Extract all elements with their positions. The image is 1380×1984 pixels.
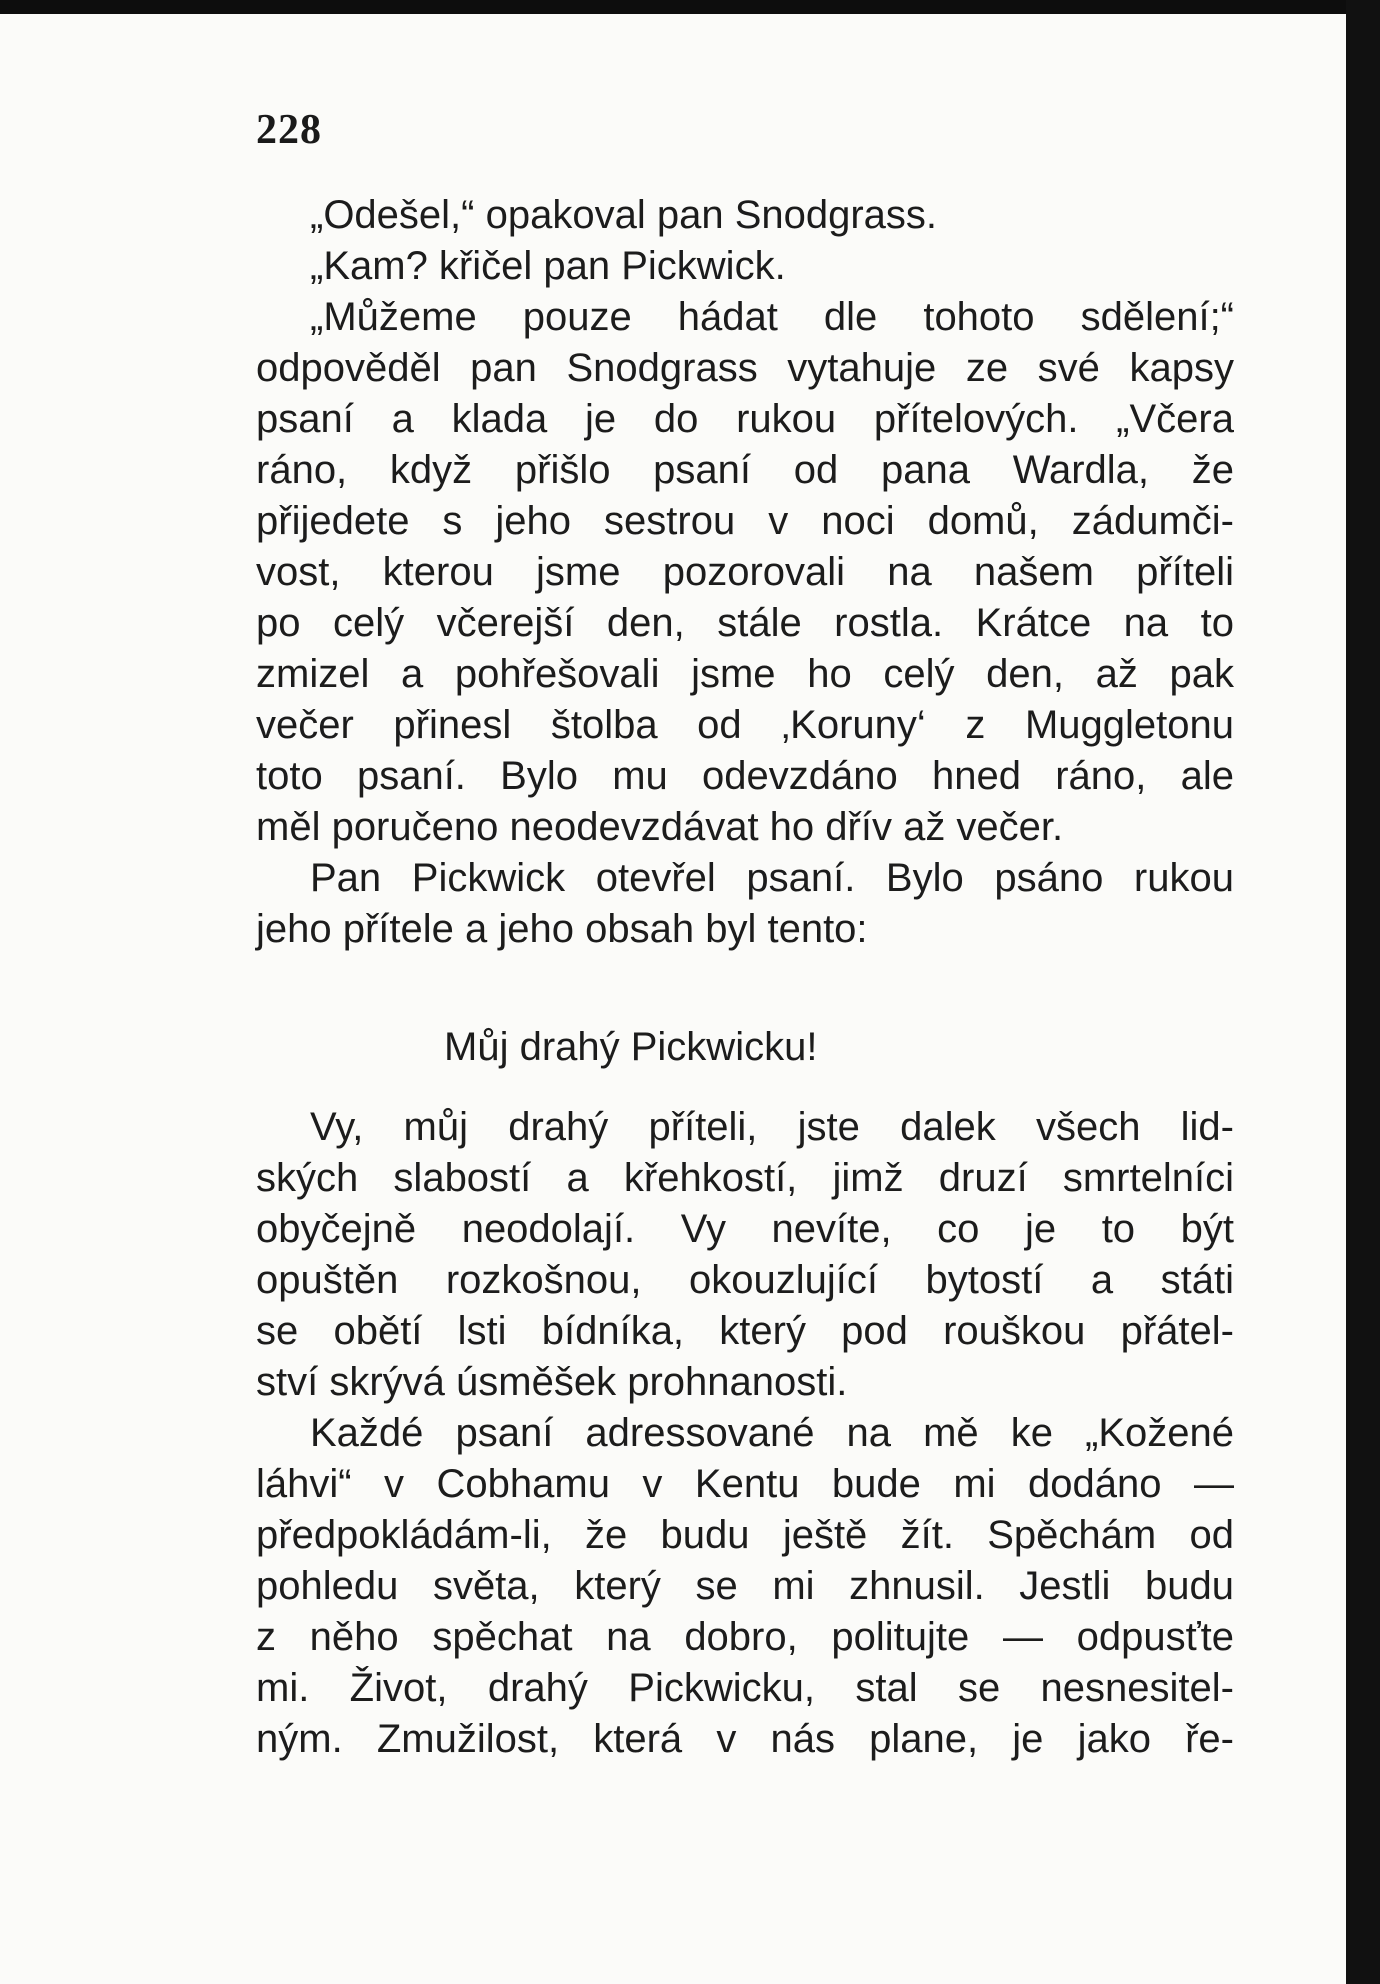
text-line: předpokládám-li, že budu ještě žít. Spěchám od bbox=[256, 1513, 1234, 1557]
page-number: 228 bbox=[256, 107, 322, 153]
book-page bbox=[0, 14, 1346, 1984]
text-line: Každé psaní adressované na mě ke „Kožené bbox=[310, 1411, 1234, 1455]
text-line: měl poručeno neodevzdávat ho dřív až večer. bbox=[256, 805, 1064, 849]
text-line: láhvi“ v Cobhamu v Kentu bude mi dodáno — bbox=[256, 1462, 1234, 1506]
text-line: přijedete s jeho sestrou v noci domů, zádumči- bbox=[256, 499, 1234, 543]
text-line: Vy, můj drahý příteli, jste dalek všech lid- bbox=[310, 1105, 1234, 1149]
text-line: toto psaní. Bylo mu odevzdáno hned ráno, ale bbox=[256, 754, 1234, 798]
text-line: psaní a klada je do rukou přítelových. „Včera bbox=[256, 397, 1234, 441]
text-line: „Odešel,“ opakoval pan Snodgrass. bbox=[310, 193, 938, 237]
text-line: ráno, když přišlo psaní od pana Wardla, že bbox=[256, 448, 1234, 492]
text-block-letter bbox=[256, 1102, 1234, 1765]
text-line: pohledu světa, který se mi zhnusil. Jestli budu bbox=[256, 1564, 1234, 1608]
text-block-top bbox=[256, 190, 1234, 955]
text-line: odpověděl pan Snodgrass vytahuje ze své kapsy bbox=[256, 346, 1234, 390]
text-line: mi. Život, drahý Pickwicku, stal se nesnesitel- bbox=[256, 1666, 1234, 1710]
text-line: Pan Pickwick otevřel psaní. Bylo psáno rukou bbox=[310, 856, 1234, 900]
text-line: „Kam? křičel pan Pickwick. bbox=[310, 244, 786, 288]
text-line: večer přinesl štolba od ‚Koruny‘ z Muggletonu bbox=[256, 703, 1234, 747]
text-line: obyčejně neodolají. Vy nevíte, co je to být bbox=[256, 1207, 1234, 1251]
text-line: jeho přítele a jeho obsah byl tento: bbox=[256, 907, 868, 951]
text-line: zmizel a pohřešovali jsme ho celý den, až pak bbox=[256, 652, 1234, 696]
text-line: po celý včerejší den, stále rostla. Krátce na to bbox=[256, 601, 1234, 645]
text-line: se obětí lsti bídníka, který pod rouškou přátel- bbox=[256, 1309, 1234, 1353]
text-line: „Můžeme pouze hádat dle tohoto sdělení;“ bbox=[310, 295, 1234, 339]
text-line: opuštěn rozkošnou, okouzlující bytostí a státi bbox=[256, 1258, 1234, 1302]
letter-salutation: Můj drahý Pickwicku! bbox=[444, 1025, 818, 1069]
scan-border bbox=[1346, 0, 1380, 1984]
text-line: ských slabostí a křehkostí, jimž druzí smrtelníci bbox=[256, 1156, 1234, 1200]
text-line: z něho spěchat na dobro, politujte — odpusťte bbox=[256, 1615, 1234, 1659]
text-line: ným. Zmužilost, která v nás plane, je jako ře- bbox=[256, 1717, 1234, 1761]
text-line: ství skrývá úsměšek prohnanosti. bbox=[256, 1360, 848, 1404]
text-line: vost, kterou jsme pozorovali na našem příteli bbox=[256, 550, 1234, 594]
